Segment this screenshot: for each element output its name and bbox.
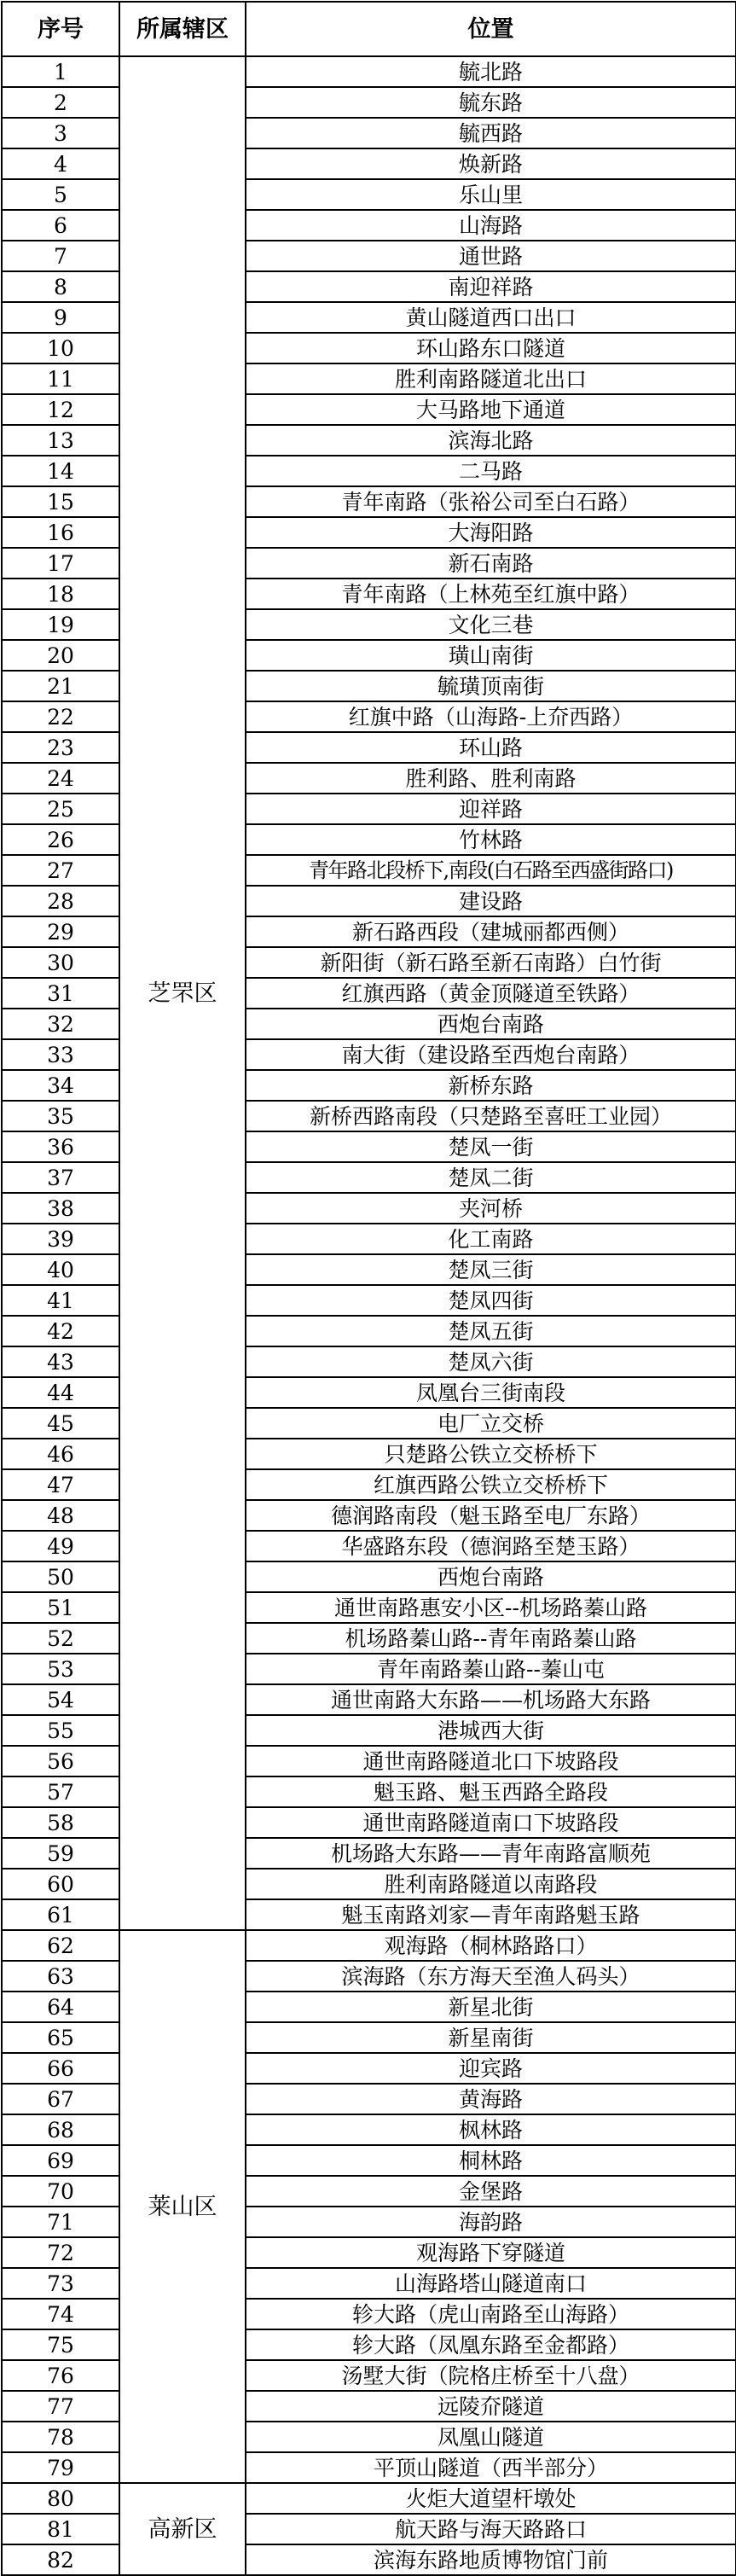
- location-cell: 汤墅大街（院格庄桥至十八盘）: [246, 2360, 736, 2391]
- location-cell: 迎祥路: [246, 794, 736, 824]
- table-row: [2, 1193, 736, 1224]
- seq-cell: 20: [2, 640, 119, 671]
- location-cell: 青年南路（上林苑至红旗中路）: [246, 579, 736, 609]
- seq-cell: 23: [2, 732, 119, 763]
- table-row: [2, 2268, 736, 2299]
- seq-cell: 5: [2, 179, 119, 210]
- table-row: [2, 1807, 736, 1838]
- table-row: [2, 701, 736, 732]
- table-row: [2, 763, 736, 794]
- table-row: [2, 1776, 736, 1807]
- location-cell: 焕新路: [246, 148, 736, 179]
- location-cell: 二马路: [246, 456, 736, 486]
- table-row: [2, 2237, 736, 2268]
- table-row: [2, 916, 736, 947]
- table-row: [2, 1715, 736, 1746]
- location-cell: 德润路南段（魁玉路至电厂东路）: [246, 1500, 736, 1531]
- table-row: [2, 1224, 736, 1254]
- table-row: [2, 1531, 736, 1561]
- location-cell: 毓东路: [246, 87, 736, 118]
- location-cell: 红旗中路（山海路-上夼西路）: [246, 701, 736, 732]
- location-cell: 大马路地下通道: [246, 394, 736, 425]
- table-row: [2, 1500, 736, 1531]
- location-cell: 青年南路（张裕公司至白石路）: [246, 486, 736, 517]
- seq-cell: 41: [2, 1285, 119, 1316]
- table-row: [2, 1316, 736, 1346]
- seq-cell: 12: [2, 394, 119, 425]
- seq-cell: 42: [2, 1316, 119, 1346]
- table-row: [2, 794, 736, 824]
- location-cell: 平顶山隧道（西半部分）: [246, 2452, 736, 2483]
- location-cell: 西炮台南路: [246, 1561, 736, 1592]
- location-cell: 滨海路（东方海天至渔人码头）: [246, 1961, 736, 1992]
- seq-cell: 69: [2, 2145, 119, 2176]
- seq-cell: 48: [2, 1500, 119, 1531]
- location-cell: 红旗西路（黄金顶隧道至铁路）: [246, 978, 736, 1009]
- location-cell: 楚凤二街: [246, 1162, 736, 1193]
- table-row: [2, 2299, 736, 2329]
- location-cell: 胜利路、胜利南路: [246, 763, 736, 794]
- table-row: [2, 1684, 736, 1715]
- table-row: [2, 1746, 736, 1776]
- location-cell: 大海阳路: [246, 517, 736, 548]
- table-row: [2, 1162, 736, 1193]
- seq-cell: 21: [2, 671, 119, 701]
- table-row: [2, 148, 736, 179]
- table-row: [2, 1992, 736, 2022]
- table-row: [2, 1377, 736, 1408]
- seq-cell: 35: [2, 1101, 119, 1131]
- table-row: [2, 1254, 736, 1285]
- table-row: [2, 1285, 736, 1316]
- location-cell: 海韵路: [246, 2207, 736, 2237]
- table-row: [2, 2391, 736, 2422]
- seq-cell: 2: [2, 87, 119, 118]
- location-cell: 璜山南街: [246, 640, 736, 671]
- table-row: [2, 1131, 736, 1162]
- location-cell: 观海路下穿隧道: [246, 2237, 736, 2268]
- table-row: [2, 2452, 736, 2483]
- table-row: [2, 732, 736, 763]
- table-row: [2, 609, 736, 640]
- location-cell: 南大街（建设路至西炮台南路）: [246, 1039, 736, 1070]
- table-row: [2, 886, 736, 916]
- location-cell: 新星北街: [246, 1992, 736, 2022]
- seq-cell: 49: [2, 1531, 119, 1561]
- header-seq: 序号: [2, 2, 119, 56]
- table-row: [2, 2084, 736, 2114]
- table-row: [2, 548, 736, 579]
- table-row: [2, 1439, 736, 1469]
- location-cell: 楚凤三街: [246, 1254, 736, 1285]
- seq-cell: 10: [2, 333, 119, 363]
- header-location: 位置: [246, 2, 736, 56]
- seq-cell: 56: [2, 1746, 119, 1776]
- location-cell: 毓西路: [246, 118, 736, 148]
- location-cell: 新阳街（新石路至新石南路）白竹街: [246, 947, 736, 978]
- location-cell: 滨海东路地质博物馆门前: [246, 2544, 736, 2575]
- table-row: [2, 333, 736, 363]
- table-row: [2, 1039, 736, 1070]
- location-cell: 毓北路: [246, 56, 736, 87]
- location-cell: 观海路（桐林路路口）: [246, 1930, 736, 1961]
- location-cell: 建设路: [246, 886, 736, 916]
- seq-cell: 6: [2, 210, 119, 241]
- seq-cell: 1: [2, 56, 119, 87]
- seq-cell: 19: [2, 609, 119, 640]
- location-cell: 南迎祥路: [246, 271, 736, 302]
- seq-cell: 3: [2, 118, 119, 148]
- table-row: [2, 640, 736, 671]
- seq-cell: 26: [2, 824, 119, 855]
- table-row: [2, 302, 736, 333]
- location-cell: 航天路与海天路路口: [246, 2514, 736, 2544]
- seq-cell: 51: [2, 1592, 119, 1623]
- seq-cell: 24: [2, 763, 119, 794]
- seq-cell: 30: [2, 947, 119, 978]
- seq-cell: 65: [2, 2022, 119, 2053]
- location-cell: 西炮台南路: [246, 1009, 736, 1039]
- seq-cell: 36: [2, 1131, 119, 1162]
- seq-cell: 78: [2, 2422, 119, 2452]
- location-cell: 通世路: [246, 241, 736, 271]
- table-row: [2, 2145, 736, 2176]
- location-cell: 青年南路蓁山路--蓁山屯: [246, 1654, 736, 1684]
- seq-cell: 58: [2, 1807, 119, 1838]
- seq-cell: 32: [2, 1009, 119, 1039]
- table-row: [2, 2207, 736, 2237]
- location-cell: 山海路: [246, 210, 736, 241]
- table-row: [2, 1469, 736, 1500]
- seq-cell: 34: [2, 1070, 119, 1101]
- table-row: [2, 1899, 736, 1930]
- table-row: [2, 271, 736, 302]
- table-row: [2, 1623, 736, 1654]
- seq-cell: 54: [2, 1684, 119, 1715]
- header-district: 所属辖区: [119, 2, 246, 56]
- location-cell: 青年路北段桥下,南段(白石路至西盛街路口): [246, 855, 736, 886]
- location-cell: 桐林路: [246, 2145, 736, 2176]
- location-cell: 环山路东口隧道: [246, 333, 736, 363]
- table-row: [2, 1592, 736, 1623]
- seq-cell: 8: [2, 271, 119, 302]
- seq-cell: 61: [2, 1899, 119, 1930]
- location-cell: 魁玉路、魁玉西路全路段: [246, 1776, 736, 1807]
- seq-cell: 59: [2, 1838, 119, 1869]
- location-cell: 凤凰台三街南段: [246, 1377, 736, 1408]
- table-row: [2, 118, 736, 148]
- location-cell: 枫林路: [246, 2114, 736, 2145]
- seq-cell: 27: [2, 855, 119, 886]
- seq-cell: 66: [2, 2053, 119, 2084]
- seq-cell: 45: [2, 1408, 119, 1439]
- table-row: [2, 1961, 736, 1992]
- location-cell: 夹河桥: [246, 1193, 736, 1224]
- table-row: [2, 241, 736, 271]
- table-header-row: [2, 2, 736, 56]
- location-cell: 魁玉南路刘家—青年南路魁玉路: [246, 1899, 736, 1930]
- seq-cell: 40: [2, 1254, 119, 1285]
- seq-cell: 43: [2, 1346, 119, 1377]
- table-row: [2, 1070, 736, 1101]
- seq-cell: 37: [2, 1162, 119, 1193]
- table-row: [2, 394, 736, 425]
- location-cell: 山海路塔山隧道南口: [246, 2268, 736, 2299]
- table-row: [2, 1838, 736, 1869]
- location-cell: 胜利南路隧道以南路段: [246, 1869, 736, 1899]
- table-row: [2, 87, 736, 118]
- table-row: [2, 855, 736, 886]
- seq-cell: 77: [2, 2391, 119, 2422]
- seq-cell: 44: [2, 1377, 119, 1408]
- location-cell: 新石南路: [246, 548, 736, 579]
- seq-cell: 25: [2, 794, 119, 824]
- waterlogging-locations-table: [1, 1, 736, 2576]
- location-cell: 机场路蓁山路--青年南路蓁山路: [246, 1623, 736, 1654]
- table-row: [2, 1869, 736, 1899]
- seq-cell: 28: [2, 886, 119, 916]
- table-row: [2, 56, 736, 87]
- district-cell: 莱山区: [119, 1930, 246, 2483]
- seq-cell: 68: [2, 2114, 119, 2145]
- table-row: [2, 947, 736, 978]
- table-row: [2, 2176, 736, 2207]
- location-cell: 楚凤五街: [246, 1316, 736, 1346]
- district-cell: 高新区: [119, 2483, 246, 2575]
- location-cell: 轸大路（凤凰东路至金都路）: [246, 2329, 736, 2360]
- seq-cell: 15: [2, 486, 119, 517]
- table-row: [2, 456, 736, 486]
- seq-cell: 16: [2, 517, 119, 548]
- seq-cell: 11: [2, 363, 119, 394]
- location-cell: 黄山隧道西口出口: [246, 302, 736, 333]
- seq-cell: 82: [2, 2544, 119, 2575]
- table-row: [2, 1009, 736, 1039]
- location-cell: 红旗西路公铁立交桥桥下: [246, 1469, 736, 1500]
- table-row: [2, 1408, 736, 1439]
- seq-cell: 81: [2, 2514, 119, 2544]
- location-cell: 楚凤一街: [246, 1131, 736, 1162]
- location-cell: 轸大路（虎山南路至山海路）: [246, 2299, 736, 2329]
- seq-cell: 22: [2, 701, 119, 732]
- location-cell: 凤凰山隧道: [246, 2422, 736, 2452]
- location-cell: 港城西大街: [246, 1715, 736, 1746]
- table-row: [2, 2544, 736, 2575]
- seq-cell: 55: [2, 1715, 119, 1746]
- table-row: [2, 517, 736, 548]
- table-row: [2, 2053, 736, 2084]
- seq-cell: 74: [2, 2299, 119, 2329]
- table-row: [2, 2422, 736, 2452]
- location-cell: 机场路大东路——青年南路富顺苑: [246, 1838, 736, 1869]
- table-row: [2, 671, 736, 701]
- table-row: [2, 425, 736, 456]
- table-row: [2, 210, 736, 241]
- table-row: [2, 2360, 736, 2391]
- location-cell: 金堡路: [246, 2176, 736, 2207]
- seq-cell: 46: [2, 1439, 119, 1469]
- location-cell: 滨海北路: [246, 425, 736, 456]
- table-row: [2, 1101, 736, 1131]
- table-row: [2, 2022, 736, 2053]
- location-cell: 通世南路大东路——机场路大东路: [246, 1684, 736, 1715]
- location-cell: 迎宾路: [246, 2053, 736, 2084]
- seq-cell: 52: [2, 1623, 119, 1654]
- seq-cell: 80: [2, 2483, 119, 2514]
- district-cell: 芝罘区: [119, 56, 246, 1930]
- seq-cell: 63: [2, 1961, 119, 1992]
- table-row: [2, 1930, 736, 1961]
- seq-cell: 4: [2, 148, 119, 179]
- location-cell: 新桥东路: [246, 1070, 736, 1101]
- seq-cell: 73: [2, 2268, 119, 2299]
- seq-cell: 76: [2, 2360, 119, 2391]
- location-cell: 新桥西路南段（只楚路至喜旺工业园）: [246, 1101, 736, 1131]
- seq-cell: 64: [2, 1992, 119, 2022]
- table-row: [2, 2514, 736, 2544]
- table-row: [2, 1561, 736, 1592]
- location-cell: 环山路: [246, 732, 736, 763]
- location-cell: 火炬大道望杆墩处: [246, 2483, 736, 2514]
- seq-cell: 79: [2, 2452, 119, 2483]
- location-cell: 楚凤四街: [246, 1285, 736, 1316]
- location-cell: 黄海路: [246, 2084, 736, 2114]
- seq-cell: 60: [2, 1869, 119, 1899]
- seq-cell: 57: [2, 1776, 119, 1807]
- seq-cell: 17: [2, 548, 119, 579]
- seq-cell: 62: [2, 1930, 119, 1961]
- seq-cell: 31: [2, 978, 119, 1009]
- location-cell: 文化三巷: [246, 609, 736, 640]
- location-cell: 通世南路隧道北口下坡路段: [246, 1746, 736, 1776]
- table-row: [2, 363, 736, 394]
- location-cell: 乐山里: [246, 179, 736, 210]
- table-row: [2, 486, 736, 517]
- location-cell: 化工南路: [246, 1224, 736, 1254]
- location-cell: 通世南路惠安小区--机场路蓁山路: [246, 1592, 736, 1623]
- location-cell: 新石路西段（建城丽都西侧）: [246, 916, 736, 947]
- seq-cell: 29: [2, 916, 119, 947]
- location-cell: 竹林路: [246, 824, 736, 855]
- table-row: [2, 2114, 736, 2145]
- seq-cell: 9: [2, 302, 119, 333]
- table-row: [2, 978, 736, 1009]
- seq-cell: 47: [2, 1469, 119, 1500]
- seq-cell: 13: [2, 425, 119, 456]
- seq-cell: 75: [2, 2329, 119, 2360]
- seq-cell: 70: [2, 2176, 119, 2207]
- seq-cell: 14: [2, 456, 119, 486]
- location-cell: 远陵夼隧道: [246, 2391, 736, 2422]
- location-cell: 楚凤六街: [246, 1346, 736, 1377]
- seq-cell: 72: [2, 2237, 119, 2268]
- table-row: [2, 2483, 736, 2514]
- seq-cell: 33: [2, 1039, 119, 1070]
- seq-cell: 53: [2, 1654, 119, 1684]
- seq-cell: 67: [2, 2084, 119, 2114]
- location-cell: 华盛路东段（德润路至楚玉路）: [246, 1531, 736, 1561]
- seq-cell: 39: [2, 1224, 119, 1254]
- table-row: [2, 2329, 736, 2360]
- seq-cell: 50: [2, 1561, 119, 1592]
- seq-cell: 7: [2, 241, 119, 271]
- seq-cell: 38: [2, 1193, 119, 1224]
- table-body: [2, 56, 736, 2575]
- location-cell: 电厂立交桥: [246, 1408, 736, 1439]
- location-cell: 新星南街: [246, 2022, 736, 2053]
- table-row: [2, 179, 736, 210]
- location-cell: 只楚路公铁立交桥桥下: [246, 1439, 736, 1469]
- table-row: [2, 1654, 736, 1684]
- location-cell: 通世南路隧道南口下坡路段: [246, 1807, 736, 1838]
- table-row: [2, 579, 736, 609]
- location-cell: 毓璜顶南街: [246, 671, 736, 701]
- seq-cell: 18: [2, 579, 119, 609]
- location-cell: 胜利南路隧道北出口: [246, 363, 736, 394]
- table-row: [2, 1346, 736, 1377]
- seq-cell: 71: [2, 2207, 119, 2237]
- table-row: [2, 824, 736, 855]
